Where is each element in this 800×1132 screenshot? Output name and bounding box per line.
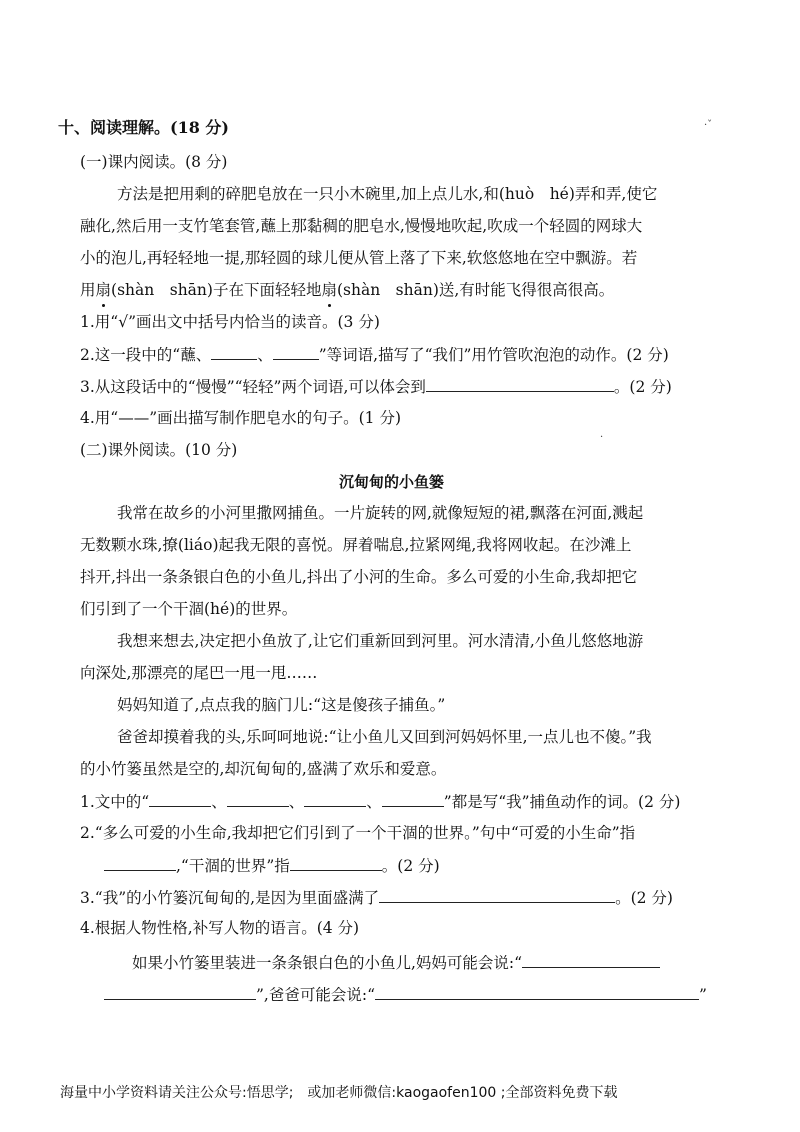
answer-blank[interactable]	[104, 984, 256, 1000]
passage2-p1-line-3: 抖开,抖出一条条银白色的小鱼儿,抖出了小河的生命。多么可爱的小生命,我却把它	[80, 568, 638, 586]
passage1-l4-e: (shàn shān)送,有时能飞得很高很高。	[336, 281, 615, 299]
part2-question-2-line-2	[104, 855, 440, 876]
q4-text-b: ”,爸爸可能会说:“	[256, 986, 375, 1004]
passage2-p4-line-1: 爸爸却摸着我的头,乐呵呵地说:“让小鱼儿又回到河妈妈怀里,一点儿也不傻。”我	[117, 728, 652, 746]
footer-note: 海量中小学资料请关注公众号:悟思学; 或加老师微信:kaogaofen100 ;全部资料免费下载	[60, 1085, 618, 1101]
q1-separator: 、	[366, 793, 382, 811]
q3-text-b: 。(2 分)	[613, 378, 672, 396]
part2-label: (二)课外阅读。(10 分)	[80, 441, 238, 459]
part1-question-4: 4.用“——”画出描写制作肥皂水的句子。(1 分)	[80, 409, 402, 427]
passage2-p2-line-2: 向深处,那漂亮的尾巴一甩一甩……	[80, 664, 318, 682]
passage1-l4-c: (shàn shān)子在下面轻轻地	[111, 281, 322, 299]
q2-separator: 、	[257, 346, 273, 364]
passage2-p1-line-1: 我常在故乡的小河里撒网捕鱼。一片旋转的网,就像短短的裙,飘落在河面,溅起	[117, 504, 644, 522]
q2-text-c: ”等词语,描写了“我们”用竹管吹泡泡的动作。(2 分)	[318, 346, 669, 364]
answer-blank[interactable]	[273, 344, 319, 360]
passage1-line-4	[80, 280, 614, 300]
q1-text-a: 1.文中的“	[80, 793, 150, 811]
dotted-char-shan-2: 扇	[321, 281, 337, 299]
answer-blank[interactable]	[104, 855, 176, 871]
q1-text-b: ”都是写“我”捕鱼动作的词。(2 分)	[443, 793, 681, 811]
answer-blank[interactable]	[375, 984, 699, 1000]
part2-question-2-line-1: 2.“多么可爱的小生命,我却把它们引到了一个干涸的世界。”句中“可爱的小生命”指	[80, 824, 636, 842]
passage1-line-2: 融化,然后用一支竹笔套管,蘸上那黏稠的肥皂水,慢慢地吹起,吹成一个轻圆的网球大	[80, 217, 643, 235]
dotted-char-shan-1: 扇	[95, 281, 112, 299]
part2-question-4-line-2	[104, 984, 707, 1005]
section-heading: 十、阅读理解。(18 分)	[58, 118, 229, 137]
answer-blank[interactable]	[522, 952, 660, 968]
answer-blank[interactable]	[227, 791, 289, 807]
answer-blank[interactable]	[149, 791, 211, 807]
answer-blank[interactable]	[426, 376, 614, 392]
q4-text-a: 如果小竹篓里装进一条条银白色的小鱼儿,妈妈可能会说:“	[132, 954, 523, 972]
q2-text-b: 。(2 分)	[381, 857, 440, 875]
passage2-p3: 妈妈知道了,点点我的脑门儿:“这是傻孩子捕鱼。”	[117, 696, 446, 714]
answer-blank[interactable]	[379, 887, 615, 903]
part1-question-2	[80, 344, 669, 365]
q4-text-c: ”	[699, 986, 707, 1004]
q3-text-a: 3.“我”的小竹篓沉甸甸的,是因为里面盛满了	[80, 889, 380, 907]
q2-text-a: ,“干涸的世界”指	[176, 857, 290, 875]
answer-blank[interactable]	[304, 791, 366, 807]
answer-blank[interactable]	[382, 791, 444, 807]
passage1-l4-a: 用	[80, 281, 96, 299]
q2-text-a: 2.这一段中的“蘸、	[80, 346, 212, 364]
part2-question-4: 4.根据人物性格,补写人物的语言。(4 分)	[80, 919, 360, 937]
passage2-p1-line-2: 无数颗水珠,撩(liáo)起我无限的喜悦。屏着喘息,拉紧网绳,我将网收起。在沙滩上	[80, 536, 632, 554]
passage2-p1-line-4: 们引到了一个干涸(hé)的世界。	[80, 600, 298, 618]
q1-separator: 、	[211, 793, 227, 811]
part2-question-4-line-1	[132, 952, 660, 973]
passage1-line-3: 小的泡儿,再轻轻地一提,那轻圆的球儿便从管上落了下来,软悠悠地在空中飘游。若	[80, 249, 638, 267]
part1-question-3	[80, 376, 672, 397]
part1-question-1: 1.用“√”画出文中括号内恰当的读音。(3 分)	[80, 313, 380, 331]
part2-question-1	[80, 791, 680, 812]
q3-text-a: 3.从这段话中的“慢慢”“轻轻”两个词语,可以体会到	[80, 378, 426, 396]
q1-separator: 、	[288, 793, 305, 811]
passage1-line-1: 方法是把用剩的碎肥皂放在一只小木碗里,加上点儿水,和(huò hé)弄和弄,使它	[117, 185, 658, 203]
answer-blank[interactable]	[290, 855, 382, 871]
scan-speck: ·ˇ	[704, 120, 713, 131]
part2-question-3	[80, 887, 673, 908]
part1-label: (一)课内阅读。(8 分)	[80, 153, 228, 171]
answer-blank[interactable]	[211, 344, 257, 360]
passage2-p2-line-1: 我想来想去,决定把小鱼放了,让它们重新回到河里。河水清清,小鱼儿悠悠地游	[117, 632, 644, 650]
q3-text-b: 。(2 分)	[615, 889, 673, 907]
passage2-title: 沉甸甸的小鱼篓	[339, 473, 445, 491]
scan-speck: ·	[600, 432, 604, 443]
passage2-p4-line-2: 的小竹篓虽然是空的,却沉甸甸的,盛满了欢乐和爱意。	[80, 760, 447, 778]
